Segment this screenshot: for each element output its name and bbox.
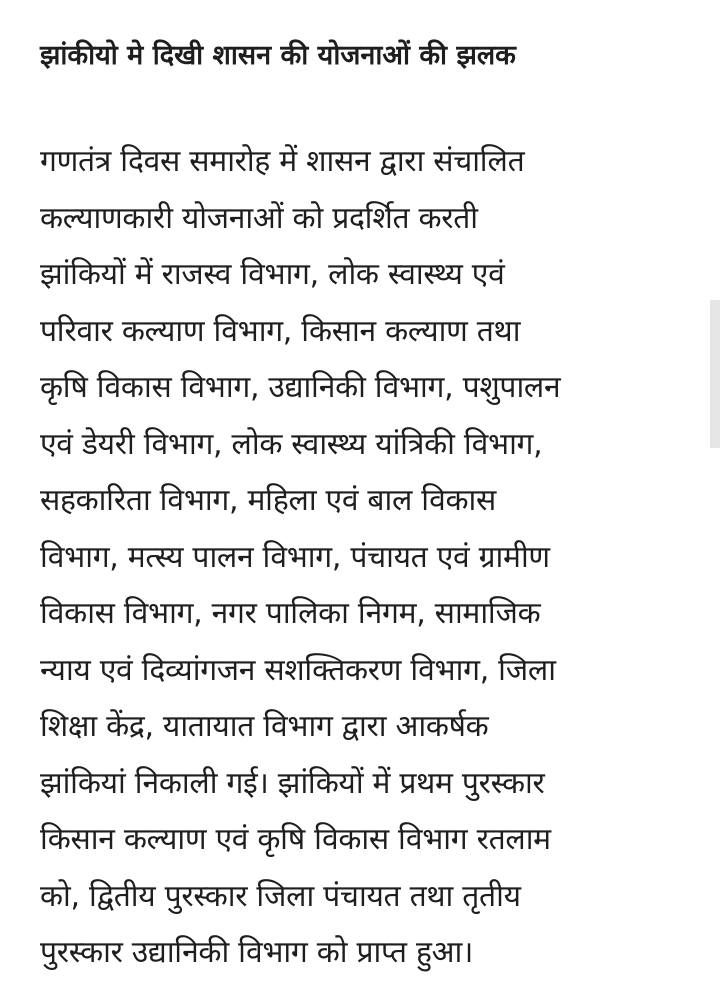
- article-body: [40, 134, 690, 982]
- body-line: विभाग, मत्स्य पालन विभाग, पंचायत एवं ग्रामीण: [40, 539, 550, 575]
- body-line: को, द्वितीय पुरस्कार जिला पंचायत तथा तृतीय: [40, 878, 521, 914]
- scroll-indicator[interactable]: [710, 300, 720, 448]
- body-line: एवं डेयरी विभाग, लोक स्वास्थ्य यांत्रिकी विभाग,: [40, 426, 543, 462]
- body-line: शिक्षा केंद्र, यातायात विभाग द्वारा आकर्षक: [40, 709, 489, 744]
- body-line: सहकारिता विभाग, महिला एवं बाल विकास: [40, 483, 496, 518]
- body-line: विकास विभाग, नगर पालिका निगम, सामाजिक: [40, 596, 541, 631]
- body-line: परिवार कल्याण विभाग, किसान कल्याण तथा: [40, 313, 521, 349]
- article: [40, 28, 690, 982]
- body-line: कृषि विकास विभाग, उद्यानिकी विभाग, पशुपालन: [40, 370, 561, 405]
- body-line: किसान कल्याण एवं कृषि विकास विभाग रतलाम: [40, 822, 551, 857]
- body-line: झांकियों में राजस्व विभाग, लोक स्वास्थ्य एवं: [40, 257, 505, 292]
- article-headline: झांकीयो मे दिखी शासन की योजनाओं की झलक: [40, 40, 516, 71]
- body-line: झांकियां निकाली गई। झांकियों में प्रथम पुरस्कार: [40, 765, 545, 801]
- body-line: न्याय एवं दिव्यांगजन सशक्तिकरण विभाग, जिला: [40, 652, 556, 688]
- body-line: कल्याणकारी योजनाओं को प्रदर्शित करती: [40, 200, 478, 236]
- body-line: पुरस्कार उद्यानिकी विभाग को प्राप्त हुआ।: [40, 935, 474, 970]
- body-line: गणतंत्र दिवस समारोह में शासन द्वारा संचालित: [40, 144, 525, 179]
